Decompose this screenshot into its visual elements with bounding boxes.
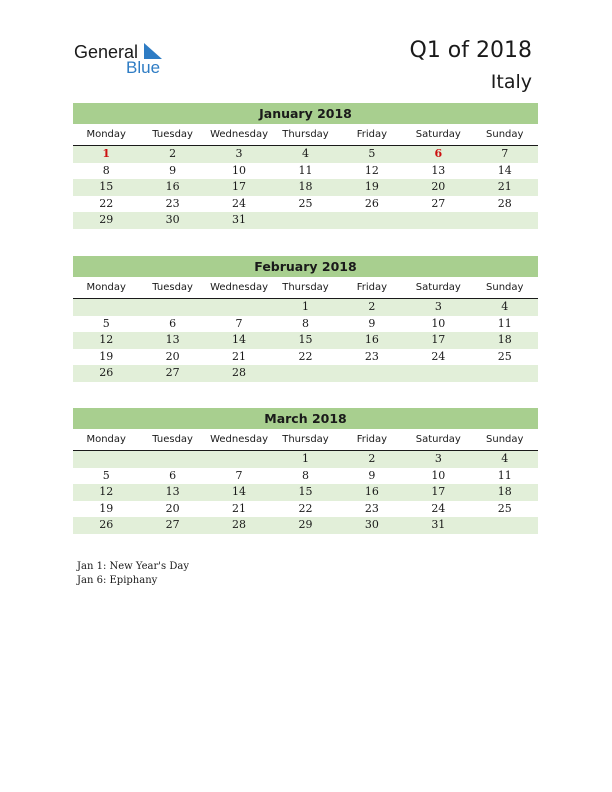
week-row bbox=[73, 332, 538, 349]
day-cell: 26 bbox=[99, 518, 114, 532]
weekday-label: Friday bbox=[356, 129, 388, 140]
weekday-label: Saturday bbox=[415, 434, 461, 445]
month-title: March 2018 bbox=[73, 408, 538, 429]
week-row bbox=[73, 179, 538, 196]
day-cell: 9 bbox=[368, 468, 376, 482]
day-cell: 19 bbox=[364, 180, 379, 194]
day-cell: 10 bbox=[232, 163, 247, 177]
weekday-label: Thursday bbox=[282, 434, 329, 445]
day-cell: 11 bbox=[298, 163, 313, 177]
week-row bbox=[73, 316, 538, 333]
day-cell: 29 bbox=[99, 213, 114, 227]
weekday-label: Saturday bbox=[415, 129, 461, 140]
day-cell: 21 bbox=[497, 180, 512, 194]
day-cell: 25 bbox=[497, 349, 512, 363]
weekday-label: Monday bbox=[86, 129, 126, 140]
day-cell: 3 bbox=[235, 147, 243, 160]
day-cell bbox=[472, 365, 538, 382]
day-cell bbox=[272, 365, 338, 382]
day-cell: 18 bbox=[497, 485, 512, 499]
day-cell: 15 bbox=[298, 333, 313, 347]
day-cell: 5 bbox=[102, 316, 110, 330]
weekday-label: Friday bbox=[356, 282, 388, 293]
day-cell: 30 bbox=[165, 213, 180, 227]
day-cell: 17 bbox=[431, 485, 446, 499]
day-cell bbox=[139, 299, 205, 316]
day-cell: 23 bbox=[165, 196, 180, 210]
weekday-label: Tuesday bbox=[152, 129, 193, 140]
day-cell: 11 bbox=[497, 316, 512, 330]
day-cell: 24 bbox=[431, 501, 446, 515]
day-cell: 29 bbox=[298, 518, 313, 532]
day-cell: 8 bbox=[102, 163, 110, 177]
weekday-label: Tuesday bbox=[152, 282, 193, 293]
day-cell: 18 bbox=[298, 180, 313, 194]
day-cell: 5 bbox=[102, 468, 110, 482]
day-cell: 10 bbox=[431, 316, 446, 330]
day-cell: 16 bbox=[165, 180, 180, 194]
country-name: Italy bbox=[490, 71, 532, 93]
logo-text-blue: Blue bbox=[126, 58, 161, 77]
day-cell: 7 bbox=[501, 147, 509, 160]
day-cell bbox=[139, 451, 205, 468]
day-cell: 20 bbox=[165, 349, 180, 363]
weekday-label: Saturday bbox=[415, 282, 461, 293]
day-cell: 16 bbox=[364, 333, 379, 347]
day-cell: 10 bbox=[431, 468, 446, 482]
day-cell bbox=[339, 212, 405, 229]
day-cell: 18 bbox=[497, 333, 512, 347]
day-cell: 31 bbox=[431, 518, 446, 532]
day-cell: 23 bbox=[364, 501, 379, 515]
day-cell: 9 bbox=[368, 316, 376, 330]
day-cell: 6 bbox=[169, 468, 177, 482]
day-cell: 14 bbox=[232, 333, 247, 347]
page-title: Q1 of 2018 bbox=[409, 38, 532, 63]
day-cell: 12 bbox=[364, 163, 379, 177]
day-cell: 2 bbox=[169, 147, 177, 160]
weekday-header-row bbox=[73, 432, 538, 451]
day-cell: 17 bbox=[232, 180, 247, 194]
day-cell: 4 bbox=[501, 300, 509, 313]
day-cell: 6 bbox=[169, 316, 177, 330]
month-title: February 2018 bbox=[73, 256, 538, 277]
holiday-note: Jan 6: Epiphany bbox=[77, 575, 158, 586]
day-cell bbox=[405, 212, 471, 229]
day-cell: 22 bbox=[298, 349, 313, 363]
week-row bbox=[73, 451, 538, 468]
week-row bbox=[73, 212, 538, 229]
day-cell: 19 bbox=[99, 501, 114, 515]
weekday-header-row bbox=[73, 127, 538, 146]
weekday-label: Wednesday bbox=[210, 129, 268, 140]
weekday-label: Sunday bbox=[486, 282, 524, 293]
week-row bbox=[73, 299, 538, 316]
weekday-label: Friday bbox=[356, 434, 388, 445]
day-cell: 3 bbox=[434, 452, 442, 465]
day-cell: 27 bbox=[165, 518, 180, 532]
day-cell: 7 bbox=[235, 316, 243, 330]
day-cell: 1 bbox=[301, 300, 309, 313]
week-row bbox=[73, 468, 538, 485]
weekday-label: Sunday bbox=[486, 434, 524, 445]
day-cell: 20 bbox=[165, 501, 180, 515]
day-cell: 8 bbox=[301, 316, 309, 330]
day-cell: 4 bbox=[501, 452, 509, 465]
day-cell: 7 bbox=[235, 468, 243, 482]
day-cell bbox=[73, 299, 139, 316]
weekday-label: Thursday bbox=[282, 282, 329, 293]
day-cell: 6 bbox=[434, 147, 443, 160]
day-cell: 26 bbox=[99, 366, 114, 380]
day-cell: 28 bbox=[232, 366, 247, 380]
day-cell: 26 bbox=[364, 196, 379, 210]
day-cell: 19 bbox=[99, 349, 114, 363]
day-cell: 31 bbox=[232, 213, 247, 227]
day-cell: 16 bbox=[364, 485, 379, 499]
day-cell bbox=[206, 299, 272, 316]
day-cell bbox=[339, 365, 405, 382]
day-cell: 12 bbox=[99, 333, 114, 347]
weekday-label: Wednesday bbox=[210, 282, 268, 293]
day-cell: 24 bbox=[232, 196, 247, 210]
week-row bbox=[73, 146, 538, 163]
day-cell: 21 bbox=[232, 501, 247, 515]
week-row bbox=[73, 365, 538, 382]
holiday-note: Jan 1: New Year's Day bbox=[77, 561, 189, 572]
day-cell: 20 bbox=[431, 180, 446, 194]
weekday-label: Tuesday bbox=[152, 434, 193, 445]
month-calendar bbox=[73, 408, 538, 534]
week-row bbox=[73, 501, 538, 518]
day-cell: 13 bbox=[431, 163, 446, 177]
weekday-label: Thursday bbox=[282, 129, 329, 140]
weekday-label: Wednesday bbox=[210, 434, 268, 445]
day-cell: 15 bbox=[99, 180, 114, 194]
day-cell: 1 bbox=[301, 452, 309, 465]
day-cell bbox=[472, 517, 538, 534]
day-cell: 15 bbox=[298, 485, 313, 499]
day-cell: 25 bbox=[298, 196, 313, 210]
day-cell: 3 bbox=[434, 300, 442, 313]
week-row bbox=[73, 349, 538, 366]
day-cell: 22 bbox=[99, 196, 114, 210]
day-cell bbox=[272, 212, 338, 229]
day-cell: 28 bbox=[497, 196, 512, 210]
day-cell: 21 bbox=[232, 349, 247, 363]
logo-triangle-icon bbox=[141, 43, 163, 59]
day-cell: 27 bbox=[431, 196, 446, 210]
month-title: January 2018 bbox=[73, 103, 538, 124]
day-cell: 11 bbox=[497, 468, 512, 482]
logo-text-general: General bbox=[74, 42, 139, 62]
week-row bbox=[73, 517, 538, 534]
day-cell: 30 bbox=[364, 518, 379, 532]
day-cell bbox=[405, 365, 471, 382]
day-cell: 13 bbox=[165, 333, 180, 347]
weekday-label: Monday bbox=[86, 282, 126, 293]
day-cell: 23 bbox=[364, 349, 379, 363]
day-cell: 14 bbox=[232, 485, 247, 499]
day-cell: 27 bbox=[165, 366, 180, 380]
day-cell: 17 bbox=[431, 333, 446, 347]
day-cell: 9 bbox=[169, 163, 177, 177]
day-cell bbox=[472, 212, 538, 229]
holiday-notes bbox=[77, 560, 189, 588]
day-cell: 12 bbox=[99, 485, 114, 499]
day-cell bbox=[206, 451, 272, 468]
day-cell bbox=[73, 451, 139, 468]
day-cell: 2 bbox=[368, 300, 376, 313]
weekday-label: Monday bbox=[86, 434, 126, 445]
day-cell: 28 bbox=[232, 518, 247, 532]
day-cell: 14 bbox=[497, 163, 512, 177]
day-cell: 25 bbox=[497, 501, 512, 515]
weekday-label: Sunday bbox=[486, 129, 524, 140]
day-cell: 8 bbox=[301, 468, 309, 482]
day-cell: 13 bbox=[165, 485, 180, 499]
day-cell: 2 bbox=[368, 452, 376, 465]
week-row bbox=[73, 163, 538, 180]
month-calendar bbox=[73, 256, 538, 382]
week-row bbox=[73, 484, 538, 501]
month-calendar bbox=[73, 103, 538, 229]
week-row bbox=[73, 196, 538, 213]
day-cell: 4 bbox=[301, 147, 309, 160]
day-cell: 1 bbox=[102, 147, 111, 160]
day-cell: 22 bbox=[298, 501, 313, 515]
day-cell: 5 bbox=[368, 147, 376, 160]
weekday-header-row bbox=[73, 280, 538, 299]
day-cell: 24 bbox=[431, 349, 446, 363]
logo bbox=[74, 40, 184, 80]
